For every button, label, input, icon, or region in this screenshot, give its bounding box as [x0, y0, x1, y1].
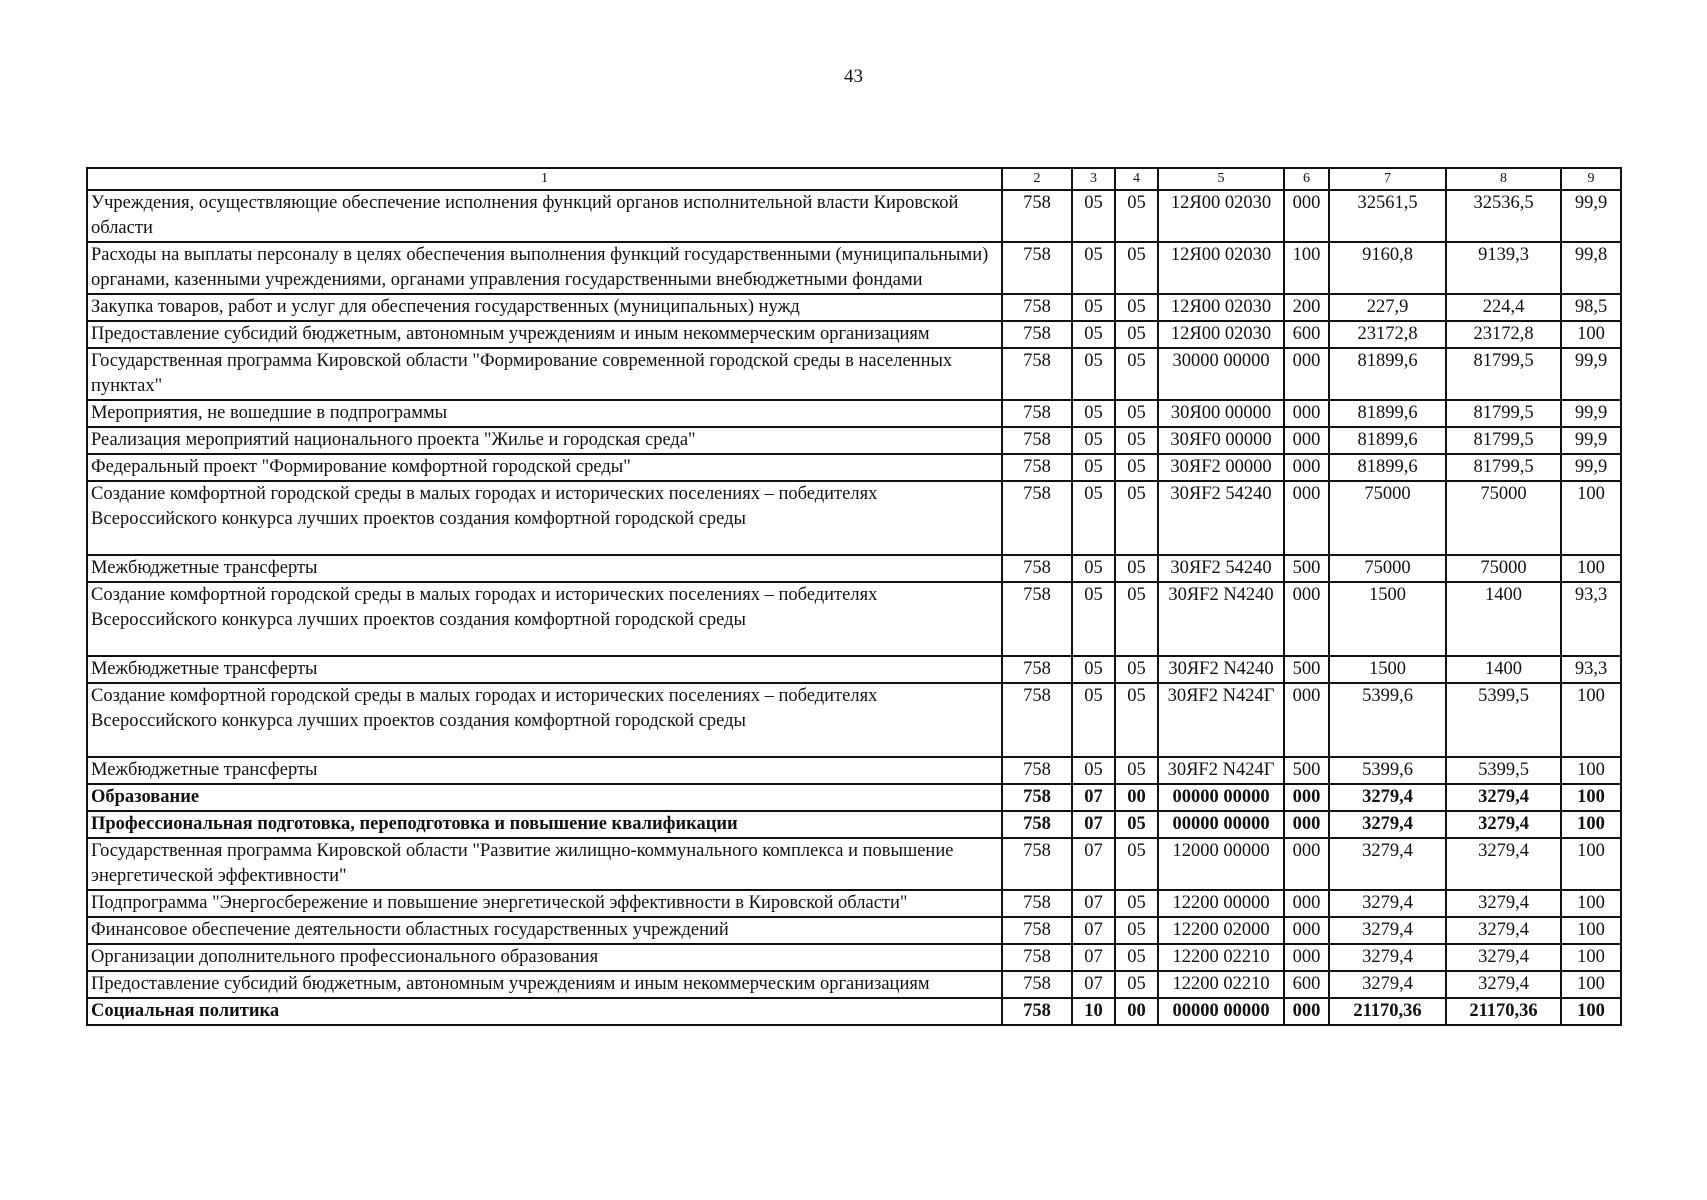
cell-ministry: 758	[1002, 917, 1072, 944]
cell-section: 05	[1072, 757, 1115, 784]
table-row	[87, 427, 1621, 454]
cell-subsection: 05	[1115, 811, 1158, 838]
row-name: Государственная программа Кировской области "Формирование современной городской среды в населенных пунктах"	[87, 348, 1002, 400]
table-row	[87, 481, 1621, 555]
cell-percent: 100	[1561, 683, 1621, 757]
table-row	[87, 294, 1621, 321]
cell-subsection: 05	[1115, 944, 1158, 971]
row-name: Государственная программа Кировской области "Развитие жилищно-коммунального комплекса и повышение энергетической эффективности"	[87, 838, 1002, 890]
cell-subsection: 05	[1115, 917, 1158, 944]
cell-ministry: 758	[1002, 321, 1072, 348]
cell-executed: 3279,4	[1446, 917, 1561, 944]
table-row	[87, 400, 1621, 427]
cell-expense-type: 000	[1284, 427, 1329, 454]
cell-planned: 75000	[1329, 555, 1446, 582]
cell-ministry: 758	[1002, 454, 1072, 481]
table-row	[87, 454, 1621, 481]
cell-target-article: 00000 00000	[1158, 998, 1284, 1025]
cell-target-article: 12200 02210	[1158, 944, 1284, 971]
cell-subsection: 00	[1115, 784, 1158, 811]
cell-expense-type: 000	[1284, 481, 1329, 555]
cell-target-article: 30Я00 00000	[1158, 400, 1284, 427]
cell-subsection: 05	[1115, 555, 1158, 582]
cell-executed: 3279,4	[1446, 811, 1561, 838]
cell-percent: 100	[1561, 555, 1621, 582]
cell-planned: 227,9	[1329, 294, 1446, 321]
cell-ministry: 758	[1002, 683, 1072, 757]
cell-planned: 5399,6	[1329, 683, 1446, 757]
cell-subsection: 00	[1115, 998, 1158, 1025]
cell-ministry: 758	[1002, 190, 1072, 242]
cell-subsection: 05	[1115, 242, 1158, 294]
cell-target-article: 30ЯF2 N424Г	[1158, 683, 1284, 757]
cell-section: 07	[1072, 917, 1115, 944]
cell-planned: 3279,4	[1329, 971, 1446, 998]
cell-subsection: 05	[1115, 890, 1158, 917]
cell-ministry: 758	[1002, 998, 1072, 1025]
cell-expense-type: 000	[1284, 348, 1329, 400]
cell-ministry: 758	[1002, 944, 1072, 971]
cell-target-article: 30ЯF2 N4240	[1158, 582, 1284, 656]
budget-table	[86, 167, 1622, 1026]
cell-section: 05	[1072, 321, 1115, 348]
cell-ministry: 758	[1002, 294, 1072, 321]
header-col-5: 5	[1158, 168, 1284, 190]
cell-section: 05	[1072, 294, 1115, 321]
cell-planned: 81899,6	[1329, 400, 1446, 427]
header-col-1: 1	[87, 168, 1002, 190]
cell-subsection: 05	[1115, 400, 1158, 427]
table-row	[87, 757, 1621, 784]
table-row	[87, 971, 1621, 998]
table-body	[87, 190, 1621, 1025]
cell-target-article: 12Я00 02030	[1158, 321, 1284, 348]
cell-executed: 32536,5	[1446, 190, 1561, 242]
cell-planned: 23172,8	[1329, 321, 1446, 348]
cell-percent: 100	[1561, 811, 1621, 838]
cell-section: 07	[1072, 971, 1115, 998]
cell-subsection: 05	[1115, 190, 1158, 242]
cell-expense-type: 000	[1284, 998, 1329, 1025]
row-name: Межбюджетные трансферты	[87, 656, 1002, 683]
cell-executed: 81799,5	[1446, 427, 1561, 454]
cell-target-article: 12200 02000	[1158, 917, 1284, 944]
cell-target-article: 12200 00000	[1158, 890, 1284, 917]
cell-section: 05	[1072, 190, 1115, 242]
table-row	[87, 784, 1621, 811]
table-row	[87, 998, 1621, 1025]
cell-section: 05	[1072, 656, 1115, 683]
cell-executed: 1400	[1446, 656, 1561, 683]
cell-subsection: 05	[1115, 683, 1158, 757]
row-name: Межбюджетные трансферты	[87, 757, 1002, 784]
cell-percent: 93,3	[1561, 656, 1621, 683]
cell-planned: 1500	[1329, 582, 1446, 656]
cell-planned: 81899,6	[1329, 454, 1446, 481]
header-col-7: 7	[1329, 168, 1446, 190]
cell-section: 05	[1072, 683, 1115, 757]
row-name: Предоставление субсидий бюджетным, автономным учреждениям и иным некоммерческим организациям	[87, 321, 1002, 348]
cell-executed: 3279,4	[1446, 784, 1561, 811]
cell-subsection: 05	[1115, 971, 1158, 998]
cell-ministry: 758	[1002, 555, 1072, 582]
row-name: Подпрограмма "Энергосбережение и повышение энергетической эффективности в Кировской области"	[87, 890, 1002, 917]
cell-expense-type: 000	[1284, 582, 1329, 656]
cell-expense-type: 500	[1284, 757, 1329, 784]
cell-planned: 32561,5	[1329, 190, 1446, 242]
table-row	[87, 190, 1621, 242]
table-row	[87, 656, 1621, 683]
table-row	[87, 321, 1621, 348]
cell-section: 07	[1072, 838, 1115, 890]
table-row	[87, 348, 1621, 400]
cell-percent: 100	[1561, 998, 1621, 1025]
row-name: Расходы на выплаты персоналу в целях обеспечения выполнения функций государственными (муниципальными) органами, казенными учреждениями, органами управления государственными внебюджетными фондами	[87, 242, 1002, 294]
cell-section: 05	[1072, 348, 1115, 400]
cell-executed: 3279,4	[1446, 838, 1561, 890]
row-name: Финансовое обеспечение деятельности областных государственных учреждений	[87, 917, 1002, 944]
table-row	[87, 555, 1621, 582]
cell-percent: 100	[1561, 917, 1621, 944]
cell-subsection: 05	[1115, 321, 1158, 348]
row-name: Создание комфортной городской среды в малых городах и исторических поселениях – победителях Всероссийского конкурса лучших проектов создания комфортной городской среды	[87, 582, 1002, 656]
table-row	[87, 890, 1621, 917]
cell-executed: 5399,5	[1446, 757, 1561, 784]
cell-expense-type: 000	[1284, 890, 1329, 917]
header-col-3: 3	[1072, 168, 1115, 190]
cell-percent: 99,9	[1561, 348, 1621, 400]
cell-section: 05	[1072, 242, 1115, 294]
cell-target-article: 30000 00000	[1158, 348, 1284, 400]
cell-planned: 81899,6	[1329, 348, 1446, 400]
cell-section: 07	[1072, 784, 1115, 811]
cell-planned: 3279,4	[1329, 838, 1446, 890]
cell-expense-type: 000	[1284, 683, 1329, 757]
cell-subsection: 05	[1115, 348, 1158, 400]
cell-subsection: 05	[1115, 838, 1158, 890]
cell-planned: 3279,4	[1329, 917, 1446, 944]
cell-percent: 98,5	[1561, 294, 1621, 321]
cell-ministry: 758	[1002, 971, 1072, 998]
cell-section: 07	[1072, 890, 1115, 917]
cell-executed: 1400	[1446, 582, 1561, 656]
cell-section: 10	[1072, 998, 1115, 1025]
table-row	[87, 944, 1621, 971]
page-number: 43	[844, 66, 863, 87]
cell-executed: 21170,36	[1446, 998, 1561, 1025]
cell-percent: 100	[1561, 481, 1621, 555]
table-header-row	[87, 168, 1621, 190]
cell-ministry: 758	[1002, 890, 1072, 917]
cell-planned: 9160,8	[1329, 242, 1446, 294]
cell-expense-type: 000	[1284, 811, 1329, 838]
cell-target-article: 30ЯF0 00000	[1158, 427, 1284, 454]
cell-expense-type: 000	[1284, 917, 1329, 944]
cell-target-article: 30ЯF2 N424Г	[1158, 757, 1284, 784]
header-col-9: 9	[1561, 168, 1621, 190]
row-name: Межбюджетные трансферты	[87, 555, 1002, 582]
cell-expense-type: 000	[1284, 190, 1329, 242]
cell-executed: 81799,5	[1446, 400, 1561, 427]
cell-planned: 3279,4	[1329, 944, 1446, 971]
cell-expense-type: 600	[1284, 321, 1329, 348]
cell-target-article: 30ЯF2 54240	[1158, 481, 1284, 555]
header-col-4: 4	[1115, 168, 1158, 190]
cell-target-article: 12Я00 02030	[1158, 294, 1284, 321]
row-name: Реализация мероприятий национального проекта "Жилье и городская среда"	[87, 427, 1002, 454]
cell-ministry: 758	[1002, 400, 1072, 427]
cell-planned: 3279,4	[1329, 784, 1446, 811]
cell-executed: 75000	[1446, 481, 1561, 555]
header-col-8: 8	[1446, 168, 1561, 190]
cell-expense-type: 000	[1284, 838, 1329, 890]
table-row	[87, 683, 1621, 757]
cell-expense-type: 000	[1284, 454, 1329, 481]
row-name: Учреждения, осуществляющие обеспечение исполнения функций органов исполнительной власти Кировской области	[87, 190, 1002, 242]
cell-percent: 100	[1561, 890, 1621, 917]
header-col-2: 2	[1002, 168, 1072, 190]
cell-expense-type: 500	[1284, 656, 1329, 683]
cell-percent: 100	[1561, 944, 1621, 971]
cell-percent: 100	[1561, 321, 1621, 348]
cell-section: 05	[1072, 427, 1115, 454]
cell-target-article: 00000 00000	[1158, 784, 1284, 811]
cell-executed: 81799,5	[1446, 454, 1561, 481]
cell-ministry: 758	[1002, 757, 1072, 784]
cell-expense-type: 000	[1284, 400, 1329, 427]
table-row	[87, 582, 1621, 656]
cell-percent: 99,9	[1561, 427, 1621, 454]
cell-executed: 3279,4	[1446, 890, 1561, 917]
cell-subsection: 05	[1115, 656, 1158, 683]
row-name: Создание комфортной городской среды в малых городах и исторических поселениях – победителях Всероссийского конкурса лучших проектов создания комфортной городской среды	[87, 481, 1002, 555]
cell-target-article: 12Я00 02030	[1158, 190, 1284, 242]
cell-ministry: 758	[1002, 348, 1072, 400]
cell-percent: 99,9	[1561, 454, 1621, 481]
cell-executed: 9139,3	[1446, 242, 1561, 294]
cell-ministry: 758	[1002, 427, 1072, 454]
cell-ministry: 758	[1002, 784, 1072, 811]
cell-ministry: 758	[1002, 838, 1072, 890]
cell-planned: 21170,36	[1329, 998, 1446, 1025]
table-row	[87, 242, 1621, 294]
cell-planned: 5399,6	[1329, 757, 1446, 784]
cell-subsection: 05	[1115, 294, 1158, 321]
cell-percent: 100	[1561, 971, 1621, 998]
cell-section: 05	[1072, 400, 1115, 427]
cell-percent: 99,8	[1561, 242, 1621, 294]
row-name: Федеральный проект "Формирование комфортной городской среды"	[87, 454, 1002, 481]
row-name: Мероприятия, не вошедшие в подпрограммы	[87, 400, 1002, 427]
cell-subsection: 05	[1115, 757, 1158, 784]
cell-expense-type: 500	[1284, 555, 1329, 582]
cell-section: 05	[1072, 481, 1115, 555]
cell-percent: 100	[1561, 784, 1621, 811]
cell-target-article: 30ЯF2 54240	[1158, 555, 1284, 582]
cell-percent: 100	[1561, 757, 1621, 784]
row-name: Создание комфортной городской среды в малых городах и исторических поселениях – победителях Всероссийского конкурса лучших проектов создания комфортной городской среды	[87, 683, 1002, 757]
cell-planned: 3279,4	[1329, 890, 1446, 917]
cell-expense-type: 200	[1284, 294, 1329, 321]
cell-percent: 93,3	[1561, 582, 1621, 656]
cell-expense-type: 600	[1284, 971, 1329, 998]
cell-executed: 224,4	[1446, 294, 1561, 321]
cell-executed: 23172,8	[1446, 321, 1561, 348]
cell-planned: 75000	[1329, 481, 1446, 555]
cell-ministry: 758	[1002, 582, 1072, 656]
cell-executed: 3279,4	[1446, 944, 1561, 971]
row-name: Профессиональная подготовка, переподготовка и повышение квалификации	[87, 811, 1002, 838]
cell-target-article: 12Я00 02030	[1158, 242, 1284, 294]
table-row	[87, 811, 1621, 838]
cell-section: 07	[1072, 811, 1115, 838]
cell-ministry: 758	[1002, 656, 1072, 683]
cell-subsection: 05	[1115, 454, 1158, 481]
cell-target-article: 00000 00000	[1158, 811, 1284, 838]
cell-percent: 100	[1561, 838, 1621, 890]
cell-subsection: 05	[1115, 427, 1158, 454]
row-name: Предоставление субсидий бюджетным, автономным учреждениям и иным некоммерческим организациям	[87, 971, 1002, 998]
cell-target-article: 30ЯF2 N4240	[1158, 656, 1284, 683]
cell-subsection: 05	[1115, 582, 1158, 656]
cell-executed: 75000	[1446, 555, 1561, 582]
cell-section: 05	[1072, 555, 1115, 582]
table-row	[87, 917, 1621, 944]
cell-executed: 5399,5	[1446, 683, 1561, 757]
cell-target-article: 12000 00000	[1158, 838, 1284, 890]
cell-planned: 1500	[1329, 656, 1446, 683]
cell-subsection: 05	[1115, 481, 1158, 555]
header-col-6: 6	[1284, 168, 1329, 190]
cell-expense-type: 000	[1284, 944, 1329, 971]
cell-ministry: 758	[1002, 242, 1072, 294]
cell-section: 07	[1072, 944, 1115, 971]
cell-expense-type: 000	[1284, 784, 1329, 811]
cell-section: 05	[1072, 582, 1115, 656]
cell-executed: 3279,4	[1446, 971, 1561, 998]
cell-planned: 81899,6	[1329, 427, 1446, 454]
cell-percent: 99,9	[1561, 400, 1621, 427]
cell-ministry: 758	[1002, 481, 1072, 555]
row-name: Социальная политика	[87, 998, 1002, 1025]
table-row	[87, 838, 1621, 890]
cell-expense-type: 100	[1284, 242, 1329, 294]
cell-planned: 3279,4	[1329, 811, 1446, 838]
cell-executed: 81799,5	[1446, 348, 1561, 400]
row-name: Образование	[87, 784, 1002, 811]
cell-section: 05	[1072, 454, 1115, 481]
row-name: Организации дополнительного профессионального образования	[87, 944, 1002, 971]
row-name: Закупка товаров, работ и услуг для обеспечения государственных (муниципальных) нужд	[87, 294, 1002, 321]
cell-target-article: 30ЯF2 00000	[1158, 454, 1284, 481]
cell-ministry: 758	[1002, 811, 1072, 838]
cell-percent: 99,9	[1561, 190, 1621, 242]
cell-target-article: 12200 02210	[1158, 971, 1284, 998]
